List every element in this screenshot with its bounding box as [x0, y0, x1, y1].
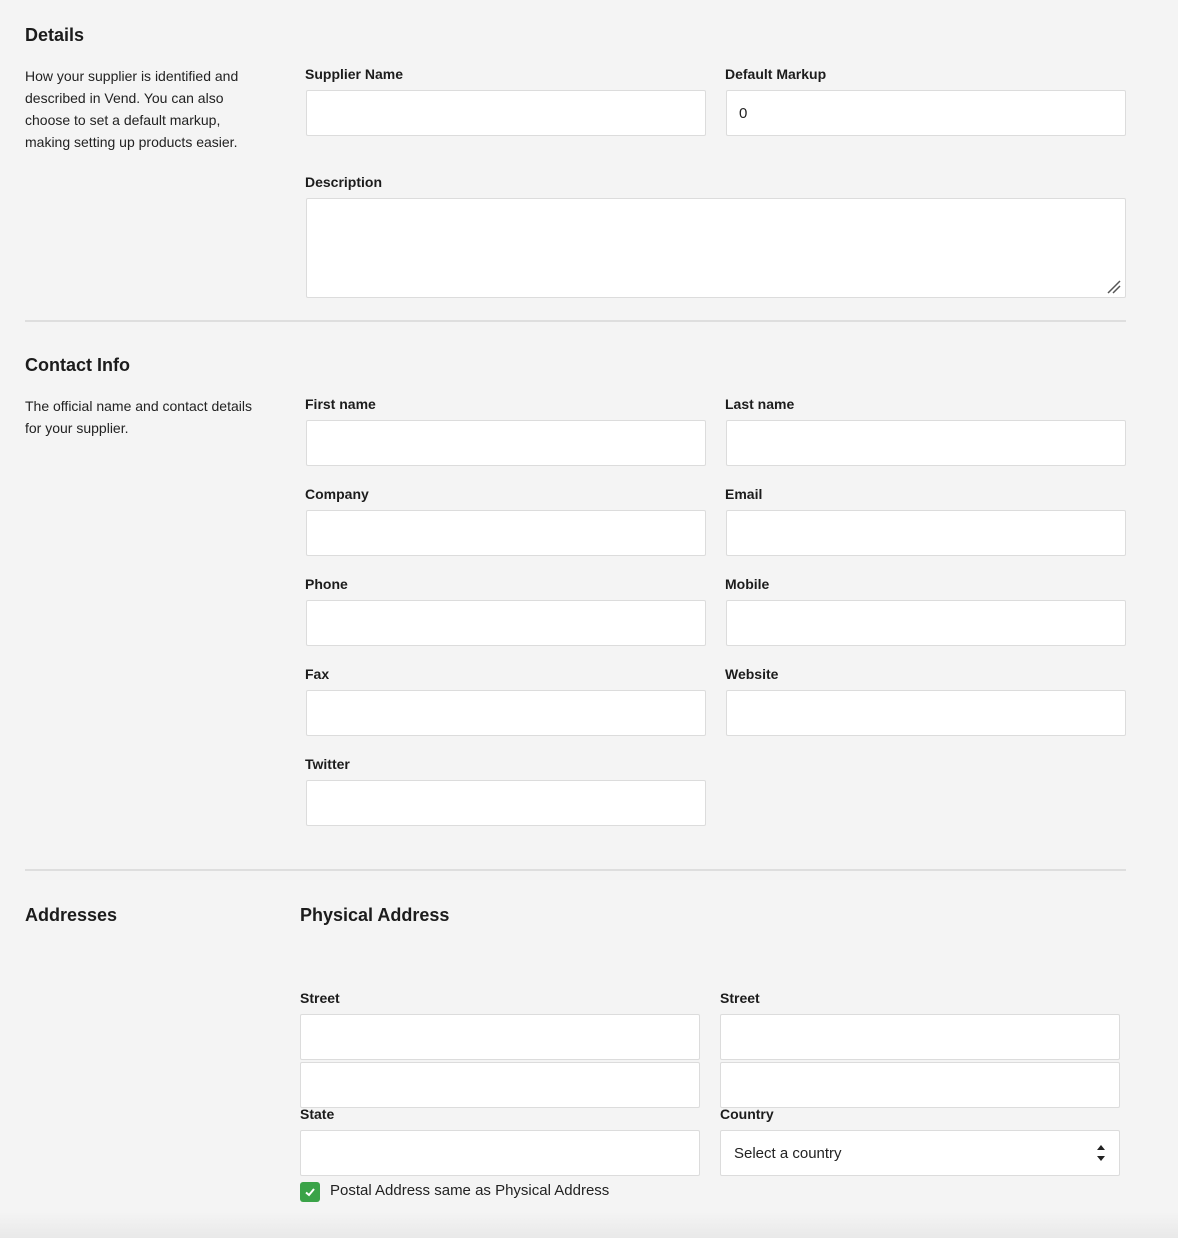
- state-label: State: [300, 1106, 335, 1122]
- mobile-label: Mobile: [725, 576, 770, 592]
- postal-same-label[interactable]: Postal Address same as Physical Address: [330, 1182, 610, 1199]
- physical-address-title: Physical Address: [300, 905, 450, 925]
- first-name-label: First name: [305, 396, 376, 412]
- last-name-input[interactable]: [726, 420, 1126, 466]
- supplier-name-input[interactable]: [306, 90, 706, 136]
- first-name-input[interactable]: [306, 420, 706, 466]
- section-divider: [25, 869, 1126, 871]
- street-line2-input[interactable]: [300, 1062, 700, 1108]
- contact-info-title: Contact Info: [25, 355, 130, 375]
- street-right-line1-input[interactable]: [720, 1014, 1120, 1060]
- state-input[interactable]: [300, 1130, 700, 1176]
- fax-input[interactable]: [306, 690, 706, 736]
- supplier-name-label: Supplier Name: [305, 66, 404, 82]
- details-description: How your supplier is identified and described in Vend. You can also choose to set a default markup, making setting up products easier.: [25, 68, 239, 150]
- street-line1-input[interactable]: [300, 1014, 700, 1060]
- company-input[interactable]: [306, 510, 706, 556]
- section-divider: [25, 320, 1126, 322]
- sort-arrows-icon: [1096, 1142, 1106, 1164]
- street-right-line2-input[interactable]: [720, 1062, 1120, 1108]
- website-label: Website: [725, 666, 779, 682]
- phone-label: Phone: [305, 576, 348, 592]
- details-title: Details: [25, 25, 85, 45]
- phone-input[interactable]: [306, 600, 706, 646]
- postal-same-checkbox[interactable]: [300, 1182, 320, 1202]
- description-label: Description: [305, 174, 383, 190]
- website-input[interactable]: [726, 690, 1126, 736]
- page-bottom-edge: [0, 1212, 1178, 1238]
- resize-grip-icon[interactable]: [1107, 280, 1121, 294]
- mobile-input[interactable]: [726, 600, 1126, 646]
- company-label: Company: [305, 486, 369, 502]
- twitter-label: Twitter: [305, 756, 350, 772]
- default-markup-label: Default Markup: [725, 66, 827, 82]
- check-icon: [304, 1186, 316, 1198]
- street-label: Street: [720, 990, 760, 1006]
- twitter-input[interactable]: [306, 780, 706, 826]
- last-name-label: Last name: [725, 396, 795, 412]
- country-label: Country: [720, 1106, 774, 1122]
- email-input[interactable]: [726, 510, 1126, 556]
- country-select[interactable]: [720, 1130, 1120, 1176]
- contact-info-description: The official name and contact details for your supplier.: [25, 398, 252, 436]
- addresses-title: Addresses: [25, 905, 118, 925]
- street-label: Street: [300, 990, 340, 1006]
- description-textarea[interactable]: [306, 198, 1126, 298]
- fax-label: Fax: [305, 666, 330, 682]
- country-select-value: Select a country: [734, 1144, 842, 1162]
- email-label: Email: [725, 486, 763, 502]
- default-markup-input[interactable]: [726, 90, 1126, 136]
